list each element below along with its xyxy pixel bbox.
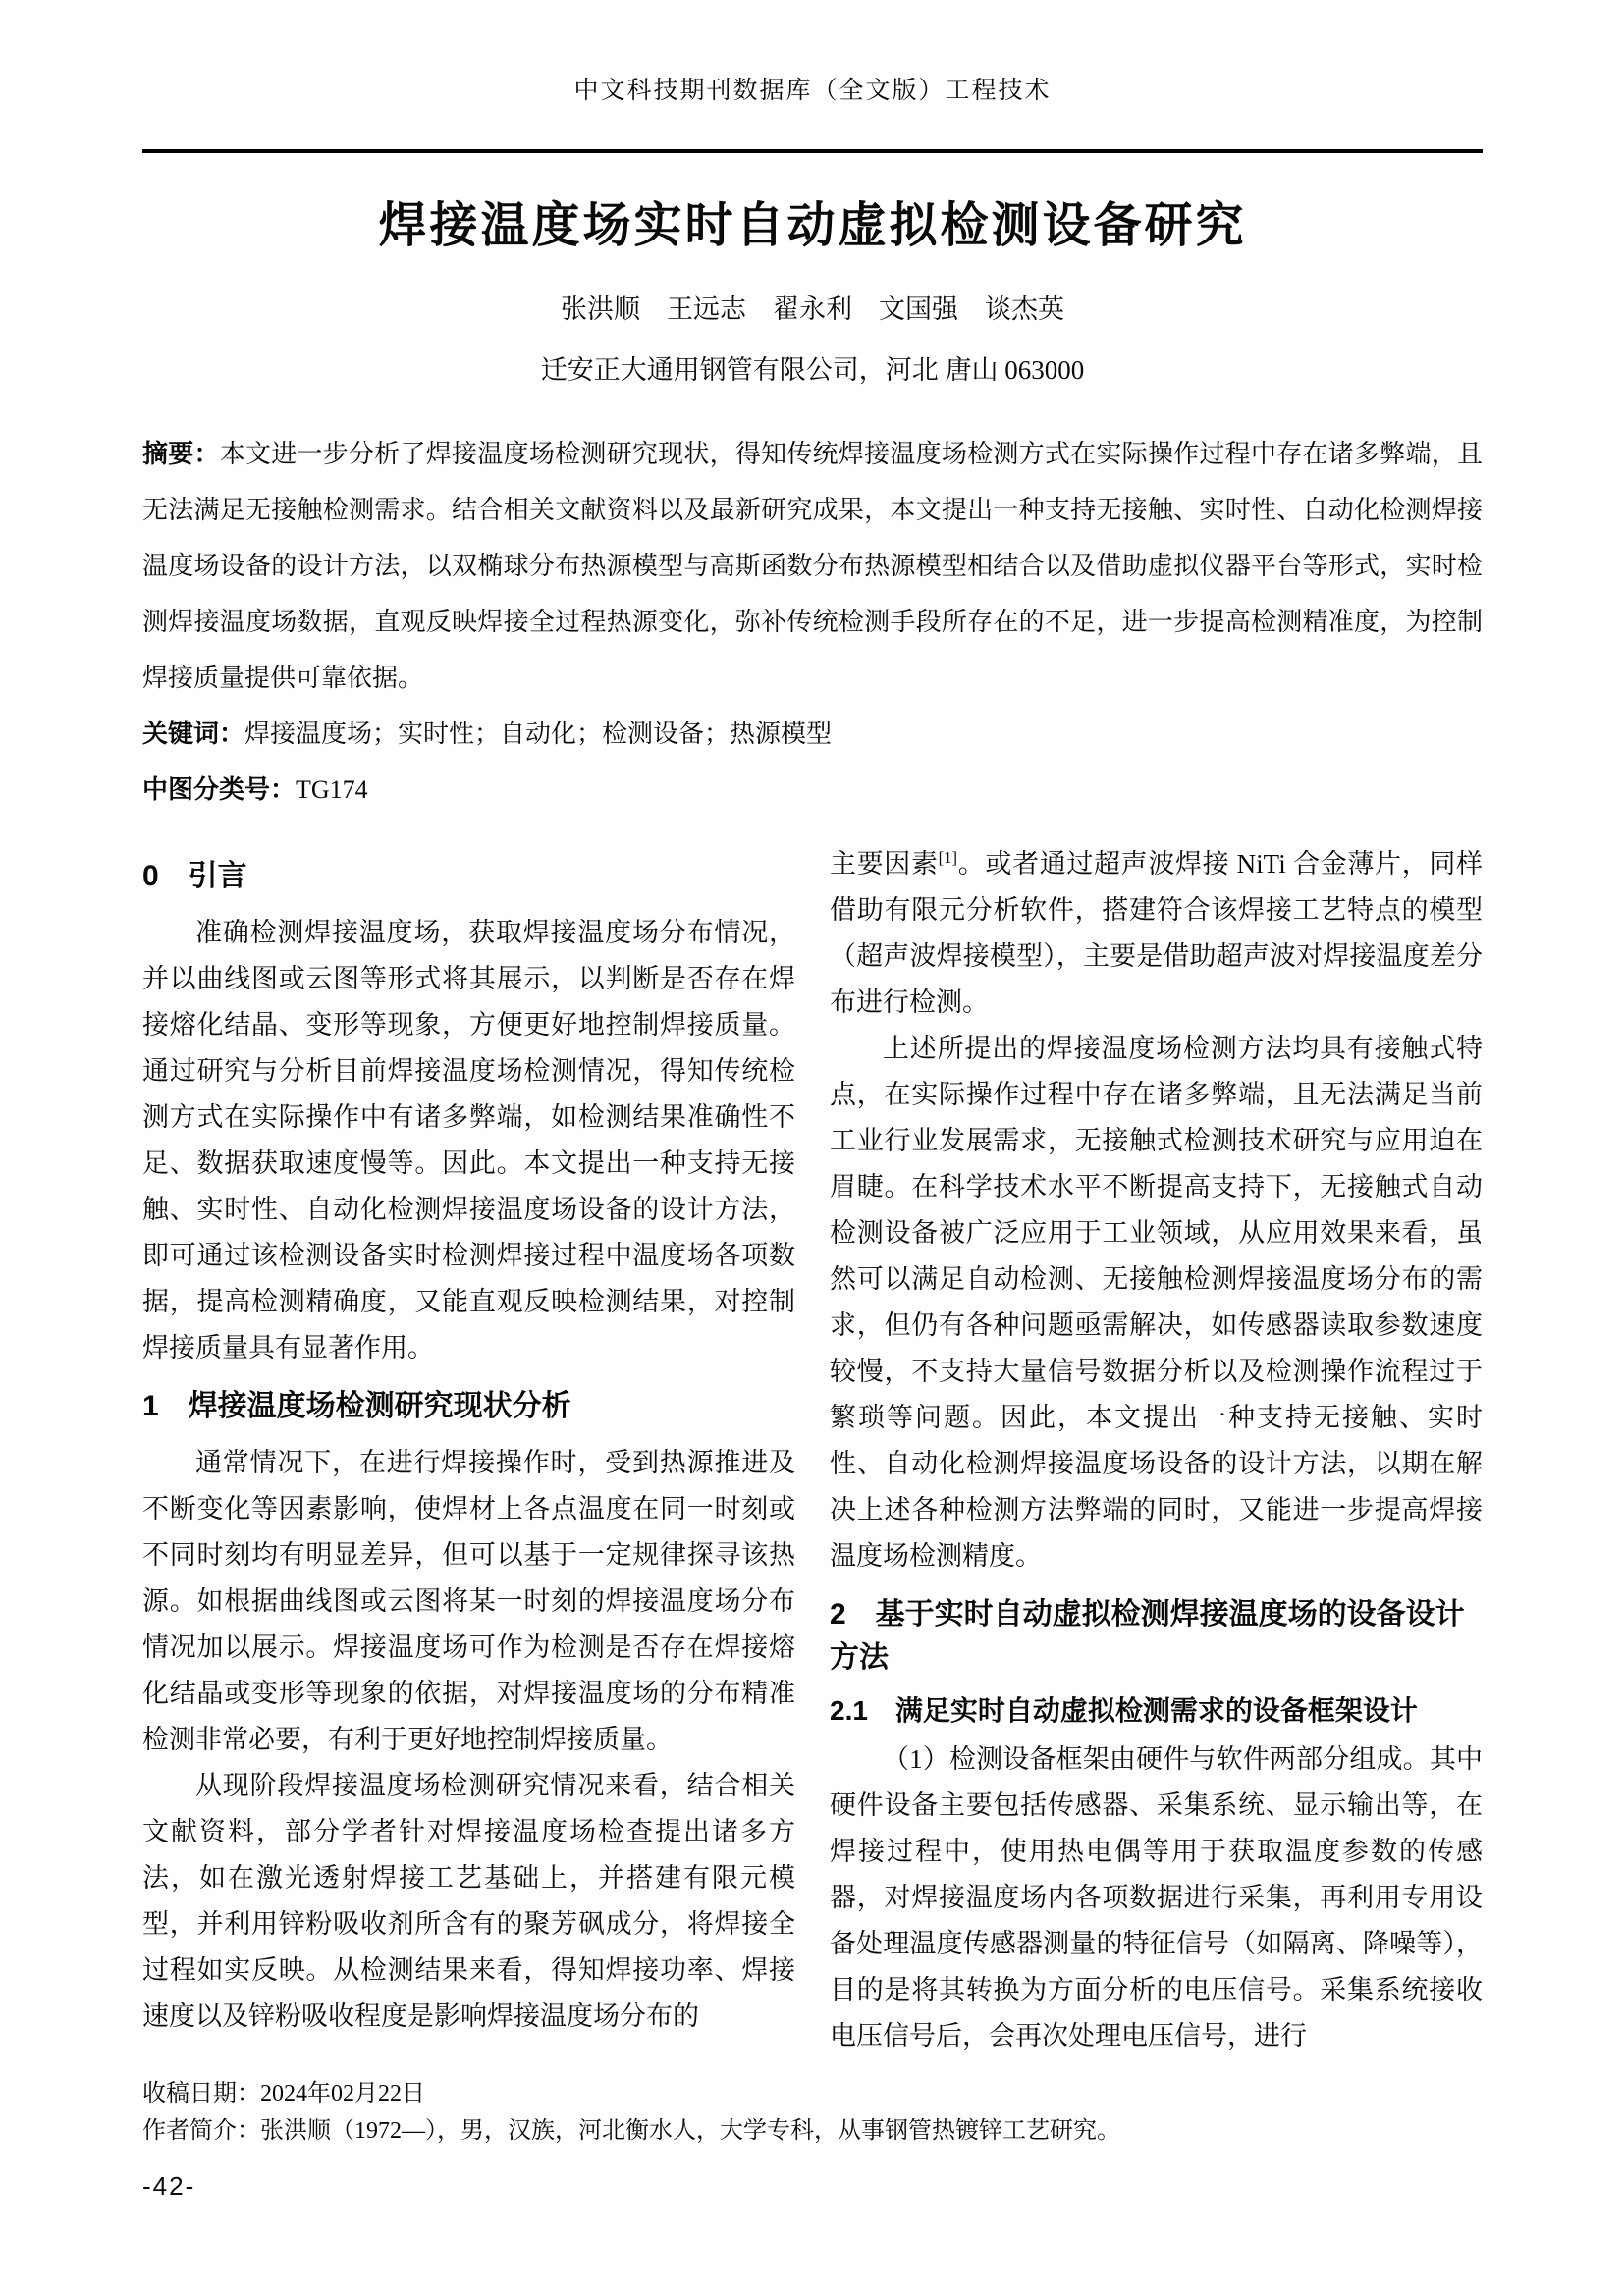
body-columns [142, 841, 1483, 2059]
section-heading-0: 0 引言 [142, 860, 247, 892]
continuation-paragraph [830, 841, 1483, 1026]
continuation-prefix: 主要因素 [830, 849, 939, 879]
keywords-paragraph [142, 706, 1483, 762]
section-heading-2-1: 2.1 满足实时自动虚拟检测需求的设备框架设计 [830, 1695, 1418, 1726]
authors-line: 张洪顺 王远志 翟永利 文国强 谈杰英 [561, 294, 1064, 324]
continuation-rest: 。或者通过超声波焊接 NiTi 合金薄片，同样借助有限元分析软件，搭建符合该焊接工艺特点的模型（超声波焊接模型），主要是借助超声波对焊接温度差分布进行检测。 [830, 849, 1484, 1017]
footnote-block [142, 2075, 1483, 2205]
section-heading-2: 2 基于实时自动虚拟检测焊接温度场的设备设计方法 [830, 1598, 1465, 1674]
abstract-text: 本文进一步分析了焊接温度场检测研究现状，得知传统焊接温度场检测方式在实际操作过程中存在诸多弊端，且无法满足无接触检测需求。结合相关文献资料以及最新研究成果，本文提出一种支持无接触、实时性、自动化检测焊接温度场设备的设计方法，以双椭球分布热源模型与高斯函数分布热源模型相结合以及借助虚拟仪器平台等形式，实时检测焊接温度场数据，直观反映焊接全过程热源变化，弥补传统检测手段所存在的不足，进一步提高检测精准度，为控制焊接质量提供可靠依据。 [142, 440, 1483, 692]
meta-block [142, 426, 1483, 818]
left-column [142, 841, 795, 2059]
header-rule [142, 149, 1483, 153]
journal-header: 中文科技期刊数据库（全文版）工程技术 [573, 78, 1052, 104]
clc-label: 中图分类号： [142, 774, 297, 804]
received-date: 收稿日期：2024年02月22日 [142, 2081, 425, 2107]
section1-paragraph-3: 上述所提出的焊接温度场检测方法均具有接触式特点，在实际操作过程中存在诸多弊端，且无法满足当前工业行业发展需求，无接触式检测技术研究与应用迫在眉睫。在科学技术水平不断提高支持下，无接触式自动检测设备被广泛应用于工业领域，从应用效果来看，虽然可以满足自动检测、无接触检测焊接温度场分布的需求，但仍有各种问题亟需解决，如传感器读取参数速度较慢，不支持大量信号数据分析以及检测操作流程过于繁琐等问题。因此，本文提出一种支持无接触、实时性、自动化检测焊接温度场设备的设计方法，以期在解决上述各种检测方法弊端的同时，又能进一步提高焊接温度场检测精度。 [830, 1034, 1483, 1571]
clc-value: TG174 [296, 775, 368, 804]
author-bio: 作者简介：张洪顺（1972—），男，汉族，河北衡水人，大学专科，从事钢管热镀锌工艺研究。 [142, 2118, 1120, 2144]
abstract-paragraph [142, 426, 1483, 706]
section2-paragraph-1: （1）检测设备框架由硬件与软件两部分组成。其中硬件设备主要包括传感器、采集系统、显示输出等，在焊接过程中，使用热电偶等用于获取温度参数的传感器，对焊接温度场内各项数据进行采集，再利用专用设备处理温度传感器测量的特征信号（如隔离、降噪等），目的是将其转换为方面分析的电压信号。采集系统接收电压信号后，会再次处理电压信号，进行 [830, 1744, 1483, 2051]
abstract-label: 摘要： [142, 439, 220, 468]
intro-paragraph: 准确检测焊接温度场，获取焊接温度场分布情况，并以曲线图或云图等形式将其展示，以判断是否存在焊接熔化结晶、变形等现象，方便更好地控制焊接质量。通过研究与分析目前焊接温度场检测情况，得知传统检测方式在实际操作中有诸多弊端，如检测结果准确性不足、数据获取速度慢等。因此。本文提出一种支持无接触、实时性、自动化检测焊接温度场设备的设计方法，即可通过该检测设备实时检测焊接过程中温度场各项数据，提高检测精确度，又能直观反映检测结果，对控制焊接质量具有显著作用。 [142, 918, 795, 1362]
keywords-label: 关键词： [142, 719, 245, 748]
page-number: -42- [142, 2171, 196, 2201]
section-heading-1: 1 焊接温度场检测研究现状分析 [142, 1390, 571, 1422]
affiliation-line: 迁安正大通用钢管有限公司，河北 唐山 063000 [540, 355, 1085, 385]
section1-paragraph-1: 通常情况下，在进行焊接操作时，受到热源推进及不断变化等因素影响，使焊材上各点温度在同一时刻或不同时刻均有明显差异，但可以基于一定规律探寻该热源。如根据曲线图或云图将某一时刻的焊接温度场分布情况加以展示。焊接温度场可作为检测是否存在焊接熔化结晶或变形等现象的依据，对焊接温度场的分布精准检测非常必要，有利于更好地控制焊接质量。 [142, 1448, 795, 1754]
section1-paragraph-2: 从现阶段焊接温度场检测研究情况来看，结合相关文献资料，部分学者针对焊接温度场检查提出诸多方法，如在激光透射焊接工艺基础上，并搭建有限元模型，并利用锌粉吸收剂所含有的聚芳砜成分，将焊接全过程如实反映。从检测结果来看，得知焊接功率、焊接速度以及锌粉吸收程度是影响焊接温度场分布的 [142, 1771, 795, 2031]
clc-paragraph [142, 762, 1483, 818]
right-column [830, 841, 1483, 2059]
keywords-text: 焊接温度场；实时性；自动化；检测设备；热源模型 [244, 720, 833, 748]
paper-title: 焊接温度场实时自动虚拟检测设备研究 [378, 199, 1247, 252]
citation-superscript: [1] [938, 848, 958, 867]
